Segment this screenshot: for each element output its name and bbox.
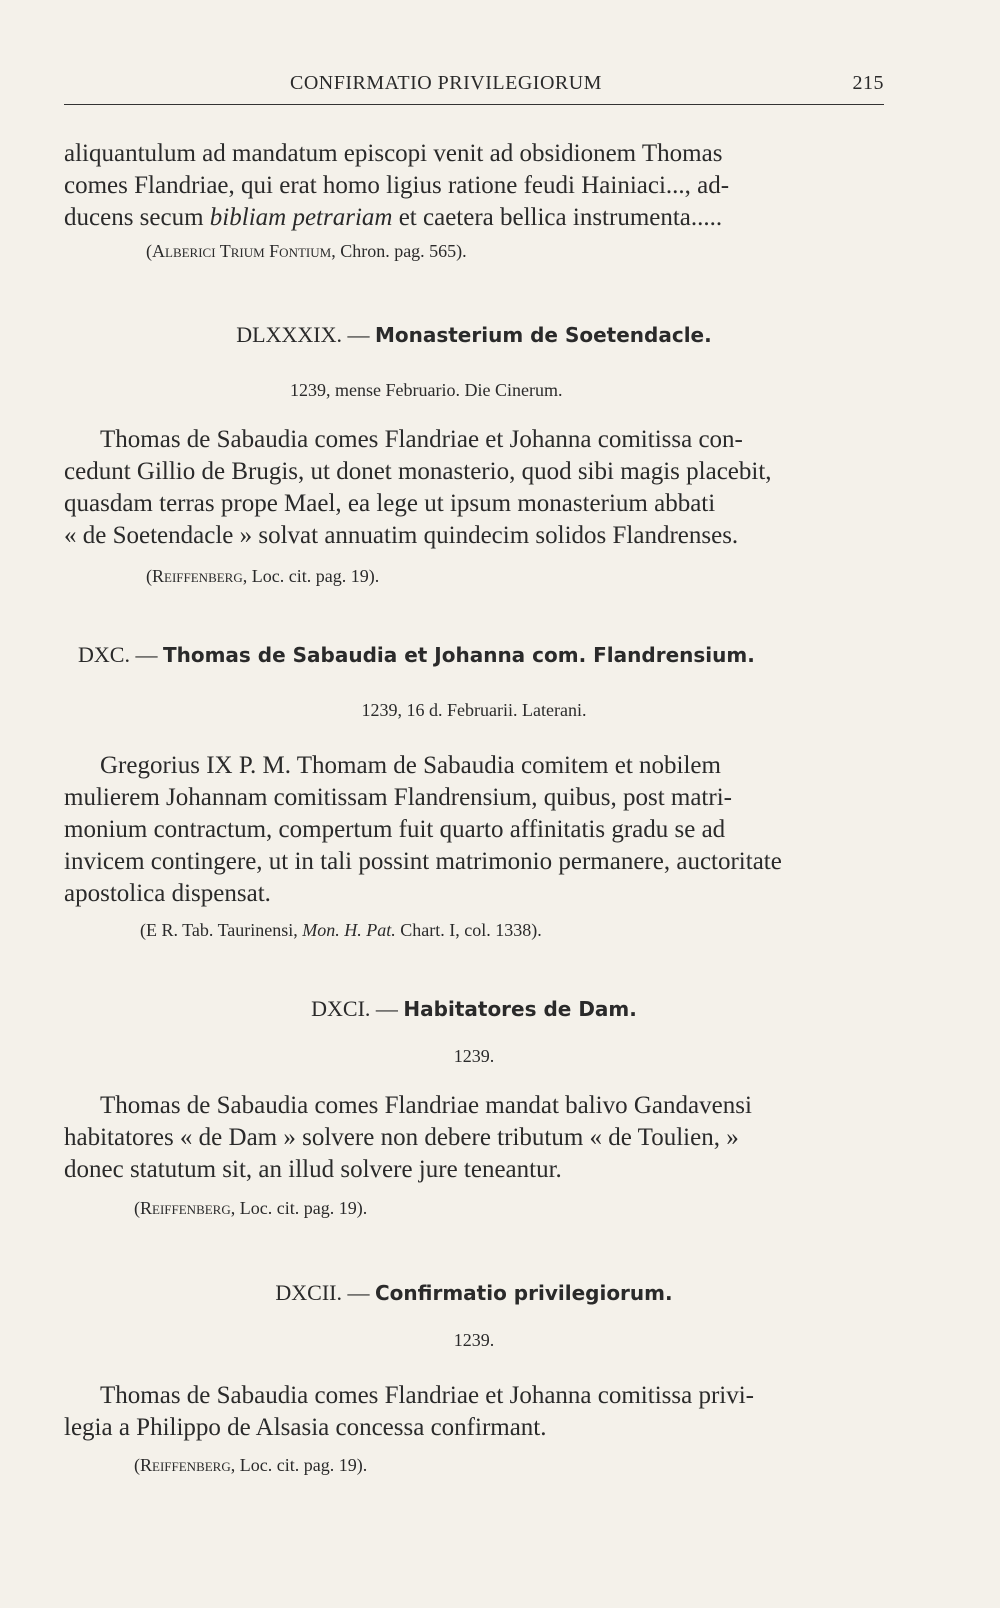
text-line: quasdam terras prope Mael, ea lege ut ipsum monasterium abbati: [64, 490, 716, 517]
entry-title: Confirmatio privilegiorum.: [375, 1281, 673, 1305]
text-line: cedunt Gillio de Brugis, ut donet monasterio, quod sibi magis placebit,: [64, 458, 772, 485]
text-line: aliquantulum ad mandatum episcopi venit ad obsidionem Thomas: [64, 140, 723, 167]
entry-date: 1239, 16 d. Februarii. Laterani.: [361, 700, 587, 720]
text-line: monium contractum, compertum fuit quarto affinitatis gradu se ad: [64, 816, 726, 843]
entry-date: 1239, mense Februario. Die Cinerum.: [290, 380, 563, 400]
running-head-title: CONFIRMATIO PRIVILEGIORUM: [290, 72, 602, 94]
entry-title: Monasterium de Soetendacle.: [374, 323, 712, 347]
text-line: habitatores « de Dam » solvere non debere tributum « de Toulien, »: [64, 1124, 739, 1151]
text-line: Gregorius IX P. M. Thomam de Sabaudia comitem et nobilem: [100, 752, 721, 779]
text-line: donec statutum sit, an illud solvere jure teneantur.: [64, 1156, 562, 1183]
entry-paragraph: [64, 750, 884, 910]
header-rule: [64, 104, 884, 105]
entry-number: DXCI.: [311, 996, 371, 1021]
entry-paragraph: [64, 1380, 884, 1444]
entry-heading: DXCI. — Habitatores de Dam.: [311, 996, 637, 1021]
entry-paragraph: [64, 424, 884, 552]
text-line: ducens secum bibliam petrariam et caetera bellica instrumenta.....: [64, 204, 723, 231]
entry-paragraph: [64, 1090, 884, 1186]
text-line: Thomas de Sabaudia comes Flandriae et Johanna comitissa privi-: [100, 1382, 754, 1409]
opening-paragraph: [64, 138, 884, 234]
entry-number: DXCII.: [275, 1280, 342, 1305]
page-number: 215: [852, 72, 884, 94]
citation: (Reiffenberg, Loc. cit. pag. 19).: [146, 566, 380, 586]
entry-heading: DLXXXIX. — Monasterium de Soetendacle.: [236, 322, 712, 347]
text-line: invicem contingere, ut in tali possint matrimonio permanere, auctoritate: [64, 848, 782, 875]
entry-date: 1239.: [453, 1330, 495, 1350]
text-line: Thomas de Sabaudia comes Flandriae et Johanna comitissa con-: [100, 426, 743, 453]
citation: (E R. Tab. Taurinensi, Mon. H. Pat. Chart. I, col. 1338).: [140, 920, 542, 940]
entry-title: Habitatores de Dam.: [403, 997, 637, 1021]
italic-phrase: bibliam petrariam: [209, 204, 393, 231]
entry-heading: DXC. — Thomas de Sabaudia et Johanna com. Flandrensium.: [78, 642, 755, 667]
text-line: mulierem Johannam comitissam Flandrensium, quibus, post matri-: [64, 784, 732, 811]
entry-heading: DXCII. — Confirmatio privilegiorum.: [275, 1280, 673, 1305]
text-line: apostolica dispensat.: [64, 880, 271, 907]
entry-number: DLXXXIX.: [236, 322, 342, 347]
text-line: legia a Philippo de Alsasia concessa confirmant.: [64, 1414, 547, 1441]
citation: (Reiffenberg, Loc. cit. pag. 19).: [134, 1198, 368, 1218]
text-line: Thomas de Sabaudia comes Flandriae mandat balivo Gandavensi: [100, 1092, 752, 1119]
citation: (Reiffenberg, Loc. cit. pag. 19).: [134, 1455, 368, 1475]
entry-number: DXC.: [78, 642, 130, 667]
entry-date: 1239.: [453, 1046, 495, 1066]
text-line: comes Flandriae, qui erat homo ligius ratione feudi Hainiaci..., ad-: [64, 172, 730, 199]
citation: (Alberici Trium Fontium, Chron. pag. 565).: [146, 241, 467, 261]
text-line: « de Soetendacle » solvat annuatim quindecim solidos Flandrenses.: [64, 522, 739, 549]
entry-title: Thomas de Sabaudia et Johanna com. Flandrensium.: [162, 643, 755, 667]
